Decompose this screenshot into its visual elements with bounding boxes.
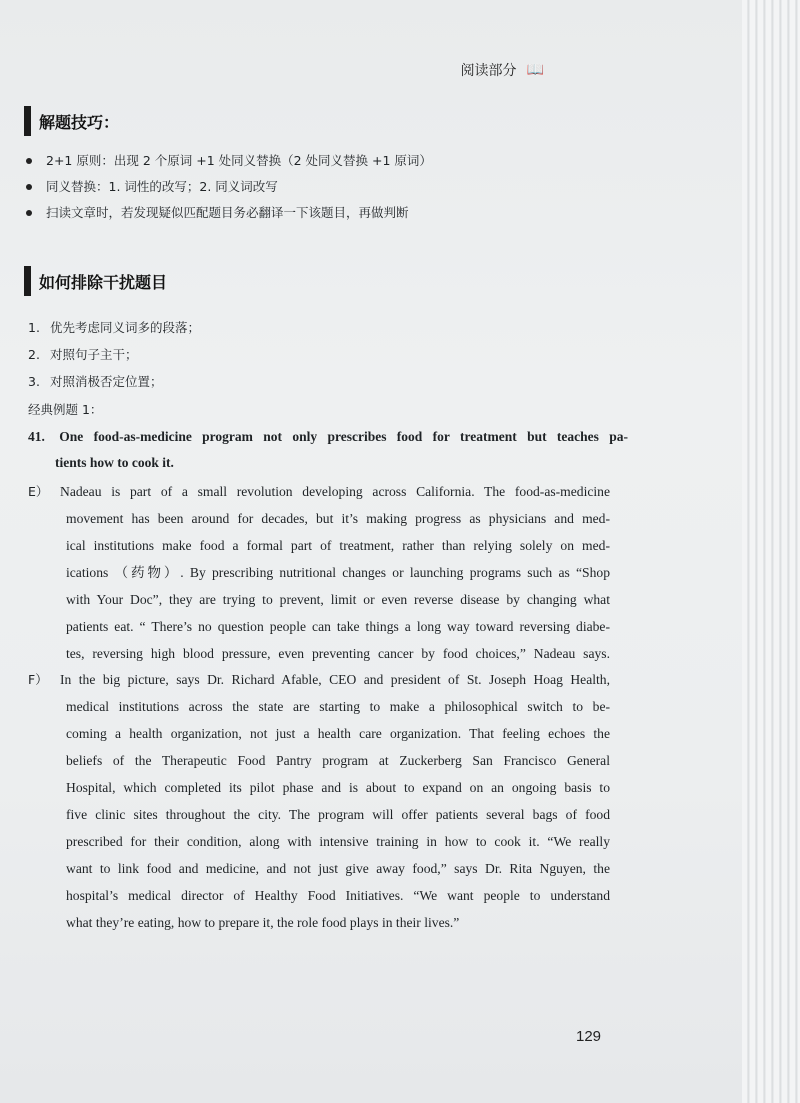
paragraph-line: beliefs of the Therapeutic Food Pantry program at Zuckerberg San Francisco General: [66, 753, 610, 768]
paragraph-tag: E）: [28, 484, 49, 499]
paragraph-line: with Your Doc”, they are trying to prevent, limit or even reverse disease by changing what: [66, 592, 610, 607]
paragraph-tag: F）: [28, 672, 48, 687]
skills-list: [26, 148, 432, 226]
question-line-1: 41. One food-as-medicine program not only prescribes food for treatment but teaches pa-: [28, 429, 629, 444]
paragraph-line: patients eat. “ There’s no question people can take things a long way toward reversing diabe-: [66, 619, 610, 634]
page-number: 129: [576, 1028, 602, 1045]
question-41: [28, 424, 628, 476]
skills-heading: [24, 106, 119, 136]
list-item: 同义替换：1. 词性的改写；2. 同义词改写: [26, 174, 432, 200]
exclude-heading-text: 如何排除干扰题目: [39, 272, 168, 292]
bullet-icon: [26, 184, 32, 190]
book-icon: 📖: [526, 62, 544, 78]
list-item: 1. 优先考虑同义词多的段落；: [28, 320, 201, 335]
paragraph-line: movement has been around for decades, but it’s making progress as physicians and med-: [66, 511, 610, 526]
paragraph-line: what they’re eating, how to prepare it, the role food plays in their lives.”: [66, 915, 460, 930]
paragraph-line: ications （药物）. By prescribing nutritional changes or launching programs such as “Shop: [66, 565, 610, 580]
skills-heading-text: 解题技巧：: [39, 112, 120, 132]
heading-bar: [24, 106, 31, 136]
paragraph-line: hospital’s medical director of Healthy Food Initiatives. “We want people to understand: [66, 888, 610, 903]
paragraph-line: prescribed for their condition, along with intensive training in how to cook it. “We really: [66, 834, 610, 849]
question-line-2: tients how to cook it.: [55, 455, 174, 470]
section-title: 阅读部分: [460, 63, 517, 79]
paragraph-line: Hospital, which completed its pilot phase and is about to expand on an ongoing basis to: [66, 780, 610, 795]
paragraph-line: medical institutions across the state are starting to make a philosophical switch to be-: [66, 699, 610, 714]
paragraph-line: five clinic sites throughout the city. The program will offer patients several bags of food: [66, 807, 610, 822]
bullet-icon: [26, 210, 32, 216]
exclude-list: [28, 314, 200, 395]
example-label: 经典例题 1：: [28, 402, 103, 417]
page-stack-edge: [742, 0, 800, 1103]
list-item: 扫读文章时，若发现疑似匹配题目务必翻译一下该题目，再做判断: [26, 200, 432, 226]
paragraph-line: coming a health organization, not just a health care organization. That feeling echoes the: [66, 726, 610, 741]
paragraph-f: [28, 666, 610, 936]
heading-bar: [24, 266, 31, 296]
paragraph-line: Nadeau is part of a small revolution developing across California. The food-as-medicine: [60, 484, 610, 499]
running-header: [461, 60, 544, 80]
paragraph-line: want to link food and medicine, and not just give away food,” says Dr. Rita Nguyen, the: [66, 861, 610, 876]
list-item: 2+1 原则：出现 2 个原词 +1 处同义替换（2 处同义替换 +1 原词）: [26, 148, 432, 174]
list-item: 3. 对照消极否定位置；: [28, 374, 163, 389]
bullet-icon: [26, 158, 32, 164]
paragraph-line: ical institutions make food a formal part of treatment, rather than relying solely on med-: [66, 538, 610, 553]
paragraph-line: tes, reversing high blood pressure, even preventing cancer by food choices,” Nadeau says.: [66, 646, 610, 661]
paragraph-e: [28, 478, 610, 667]
paragraph-line: In the big picture, says Dr. Richard Afable, CEO and president of St. Joseph Hoag Health,: [60, 672, 610, 687]
list-item: 2. 对照句子主干；: [28, 347, 138, 362]
exclude-heading: [24, 266, 167, 296]
